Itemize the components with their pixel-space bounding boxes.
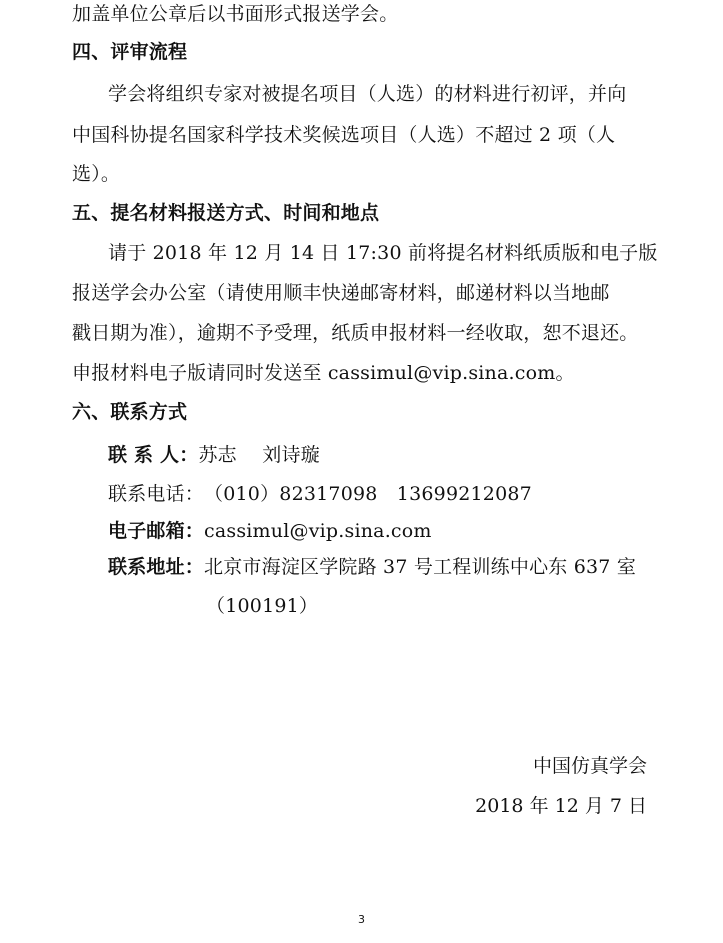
section-heading-contact: 六、联系方式 <box>72 401 188 423</box>
paragraph-line: 选）。 <box>72 163 121 185</box>
paragraph-line: 申报材料电子版请同时发送至 cassimul@vip.sina.com。 <box>72 362 575 384</box>
contact-phone-row <box>108 482 688 506</box>
paragraph-line: 学会将组织专家对被提名项目（人选）的材料进行初评，并向 <box>108 83 627 105</box>
contact-phone-label: 联系电话： <box>108 483 205 505</box>
signature-date: 2018 年 12 月 7 日 <box>475 795 647 817</box>
paragraph-line: 中国科协提名国家科学技术奖候选项目（人选）不超过 2 项（人 <box>72 124 616 146</box>
paragraph-line: 加盖单位公章后以书面形式报送学会。 <box>72 3 399 25</box>
page-number: 3 <box>358 913 365 926</box>
contact-address-value: 北京市海淀区学院路 37 号工程训练中心东 637 室 <box>204 556 637 578</box>
section-heading-review-process: 四、评审流程 <box>72 41 188 63</box>
paragraph-line: 戳日期为准），逾期不予受理，纸质申报材料一经收取，恕不退还。 <box>72 322 639 344</box>
signature-organization: 中国仿真学会 <box>532 755 647 777</box>
contact-address-label: 联系地址： <box>108 556 205 578</box>
section-heading-submission: 五、提名材料报送方式、时间和地点 <box>72 202 380 224</box>
contact-postcode: （100191） <box>206 595 319 617</box>
contact-phone-value: （010）82317098 13699212087 <box>204 483 532 505</box>
paragraph-line: 报送学会办公室（请使用顺丰快递邮寄材料，邮递材料以当地邮 <box>72 282 610 304</box>
contact-person-value: 苏志 刘诗璇 <box>198 444 320 466</box>
paragraph-line: 请于 2018 年 12 月 14 日 17:30 前将提名材料纸质版和电子版 <box>108 242 658 264</box>
contact-email-value: cassimul@vip.sina.com <box>204 520 432 542</box>
contact-email-row <box>108 519 688 543</box>
contact-person-row <box>108 443 688 467</box>
contact-person-label: 联 系 人： <box>108 444 199 466</box>
contact-address-row <box>108 555 688 579</box>
contact-email-label: 电子邮箱： <box>108 520 205 542</box>
